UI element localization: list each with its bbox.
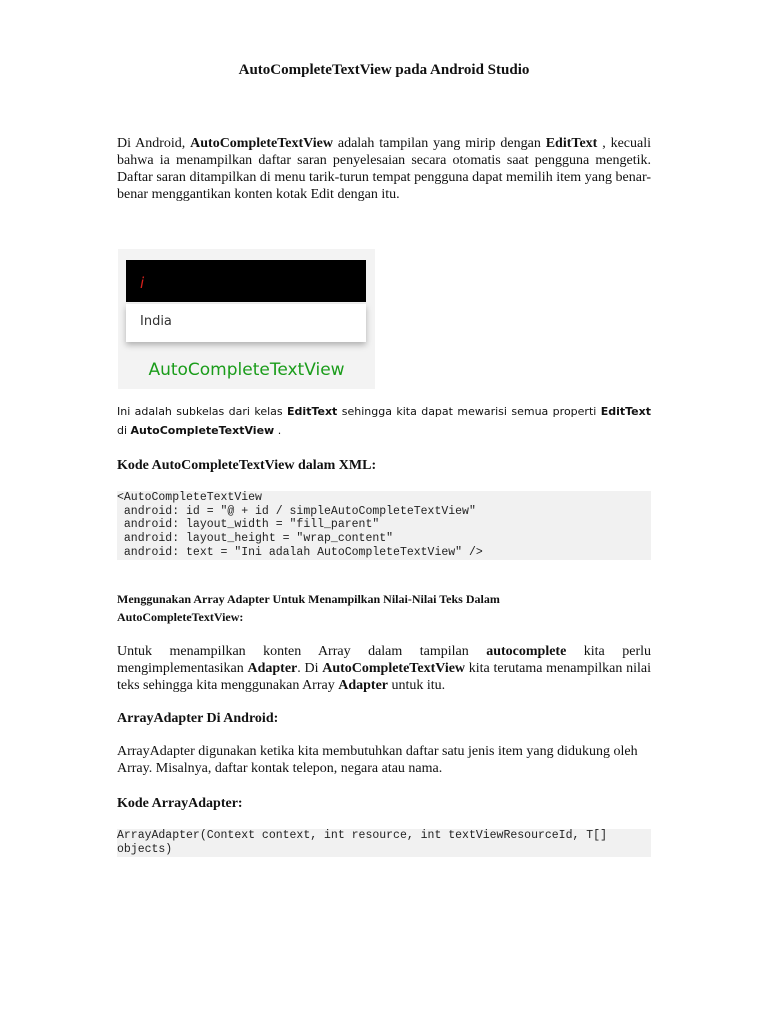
array-adapter-heading: Menggunakan Array Adapter Untuk Menampilkan Nilai-Nilai Teks Dalam AutoCompleteTextView: (117, 592, 500, 624)
intro-paragraph: Di Android, AutoCompleteTextView adalah tampilan yang mirip dengan EditText , kecuali bahwa ia menampilkan daftar saran penyelesaian secara otomatis saat pengguna mengetik. Daftar saran ditampilkan di menu tarik-turun tempat pengguna dapat memilih item yang benar-benar menggantikan konten kotak Edit dengan itu. (117, 136, 651, 202)
autocomplete-input-box (126, 260, 366, 302)
autocomplete-example-image (118, 249, 375, 389)
arrayadapter-code-block: ArrayAdapter(Context context, int resource, int textViewResourceId, T[] objects) (117, 829, 651, 857)
suggestion-item: India (140, 314, 172, 329)
code-heading: Kode ArrayAdapter: (117, 796, 243, 811)
xml-heading: Kode AutoCompleteTextView dalam XML: (117, 458, 377, 473)
arrayadapter-paragraph: ArrayAdapter digunakan ketika kita membutuhkan daftar satu jenis item yang didukung oleh Array. Misalnya, daftar kontak telepon, negara atau nama. (117, 744, 638, 776)
xml-code-block: <AutoCompleteTextView android: id = "@ + id / simpleAutoCompleteTextView" android: layout_width = "fill_parent" android: layout_height = "wrap_content" android: text = "Ini adalah AutoCompleteTextView" /> (117, 491, 651, 560)
adapter-paragraph: Untuk menampilkan konten Array dalam tampilan autocomplete kita perlu mengimplementasikan Adapter. Di AutoCompleteTextView kita terutama menampilkan nilai teks sehingga kita menggunakan Array Adapter untuk itu. (117, 644, 651, 693)
page-title: AutoCompleteTextView pada Android Studio (238, 62, 530, 78)
arrayadapter-android-heading: ArrayAdapter Di Android: (117, 711, 279, 726)
figure-caption: AutoCompleteTextView (148, 360, 345, 380)
text-cursor: i (140, 274, 145, 292)
subclass-paragraph: Ini adalah subkelas dari kelas EditText sehingga kita dapat mewarisi semua properti EditText di AutoCompleteTextView . (117, 405, 651, 437)
suggestion-dropdown (126, 304, 366, 342)
